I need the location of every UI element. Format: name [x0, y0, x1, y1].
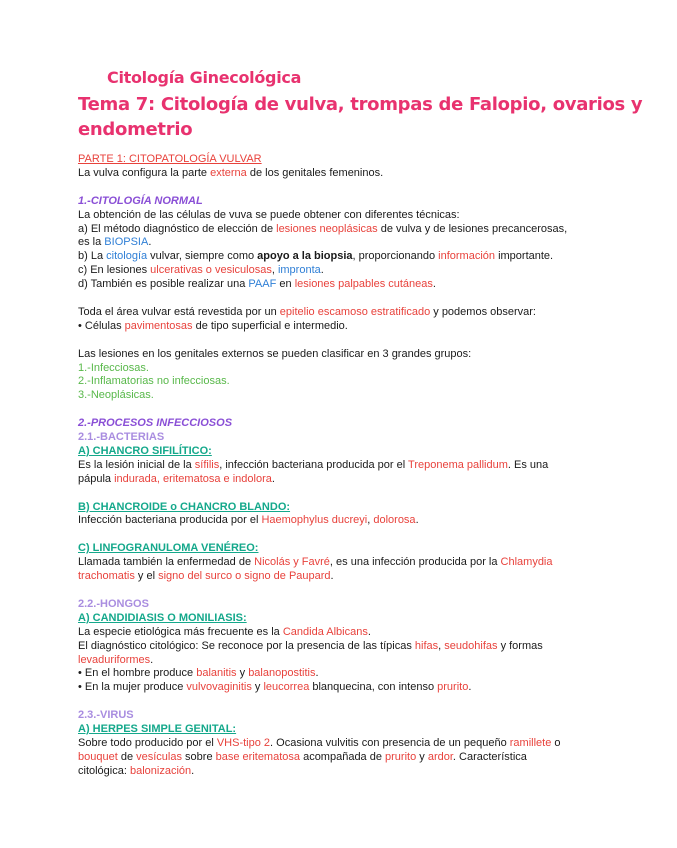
course-title: Citología Ginecológica: [107, 68, 302, 87]
topic-heading-herpes: A) HERPES SIMPLE GENITAL:: [78, 723, 237, 736]
group-item: 1.-Infecciosas.: [78, 361, 149, 374]
paragraph-linfogranuloma: Llamada también la enfermedad de Nicolás y Favré, es una infección producida por la Chlamydia: [78, 556, 553, 569]
paragraph-obtencion: La obtención de las células de vuva se puede obtener con diferentes técnicas:: [78, 208, 460, 221]
item-c: c) En lesiones ulcerativas o vesiculosas, impronta.: [78, 264, 324, 277]
subsection-heading-procesos: 2.-PROCESOS INFECCIOSOS: [78, 417, 233, 430]
item-d: d) También es posible realizar una PAAF en lesiones palpables cutáneas.: [78, 278, 436, 291]
topic-heading-chancroide: B) CHANCROIDE o CHANCRO BLANDO:: [78, 500, 291, 513]
subsection-heading-citologia-normal: 1.-CITOLOGÍA NORMAL: [78, 194, 203, 207]
paragraph-chancro-sifilitico-cont: pápula indurada, eritematosa e indolora.: [78, 472, 275, 485]
item-a-cont: es la BIOPSIA.: [78, 236, 152, 249]
document-body: [78, 153, 608, 779]
bullet-hombre: • En el hombre produce balanitis y balanopostitis.: [78, 667, 319, 680]
paragraph-chancroide: Infección bacteriana producida por el Haemophylus ducreyi, dolorosa.: [78, 514, 419, 527]
paragraph-diagnostico: El diagnóstico citológico: Se reconoce por la presencia de las típicas hifas, seudohifas y formas: [78, 639, 543, 652]
lesson-title-line2: endometrio: [78, 119, 193, 140]
paragraph-chancro-sifilitico: Es la lesión inicial de la sífilis, infección bacteriana producida por el Treponema pallidum. Es una: [78, 458, 549, 471]
paragraph-herpes-citologia: citológica: balonización.: [78, 764, 195, 777]
paragraph-herpes: Sobre todo producido por el VHS-tipo 2. Ocasiona vulvitis con presencia de un pequeño ramillete o: [78, 736, 561, 749]
subsubsection-heading-hongos: 2.2.-HONGOS: [78, 597, 149, 610]
paragraph-area-vulvar: Toda el área vulvar está revestida por un epitelio escamoso estratificado y podemos observar:: [78, 305, 536, 318]
topic-heading-chancro-sifilitico: A) CHANCRO SIFILÍTICO:: [78, 444, 212, 457]
item-b: b) La citología vulvar, siempre como apoyo a la biopsia, proporcionando información importante.: [78, 250, 554, 263]
topic-heading-candidiasis: A) CANDIDIASIS O MONILIASIS:: [78, 611, 247, 624]
paragraph-linfogranuloma-cont: trachomatis y el signo del surco o signo de Paupard.: [78, 570, 334, 583]
section-heading-parte1: PARTE 1: CITOPATOLOGÍA VULVAR: [78, 153, 262, 165]
lesson-title-line1: Tema 7: Citología de vulva, trompas de Falopio, ovarios y: [78, 94, 643, 115]
paragraph-diagnostico-cont: levaduriformes.: [78, 653, 154, 666]
paragraph-intro: La vulva configura la parte externa de los genitales femeninos.: [78, 166, 384, 179]
paragraph-lesiones: Las lesiones en los genitales externos se pueden clasificar en 3 grandes grupos:: [78, 347, 472, 360]
paragraph-herpes-cont: bouquet de vesículas sobre base eritematosa acompañada de prurito y ardor. Característica: [78, 750, 527, 763]
subsubsection-heading-bacterias: 2.1.-BACTERIAS: [78, 431, 165, 444]
item-a: a) El método diagnóstico de elección de lesiones neoplásicas de vulva y de lesiones precancerosas,: [78, 222, 568, 235]
topic-heading-linfogranuloma: C) LINFOGRANULOMA VENÉREO:: [78, 542, 259, 555]
bullet-mujer: • En la mujer produce vulvovaginitis y leucorrea blanquecina, con intenso prurito.: [78, 681, 472, 694]
group-item: 2.-Inflamatorias no infecciosas.: [78, 375, 230, 388]
bullet-celulas: • Células pavimentosas de tipo superficial e intermedio.: [78, 319, 348, 332]
paragraph-candidiasis: La especie etiológica más frecuente es la Candida Albicans.: [78, 625, 371, 638]
subsubsection-heading-virus: 2.3.-VIRUS: [78, 709, 134, 722]
group-item: 3.-Neoplásicas.: [78, 389, 154, 402]
